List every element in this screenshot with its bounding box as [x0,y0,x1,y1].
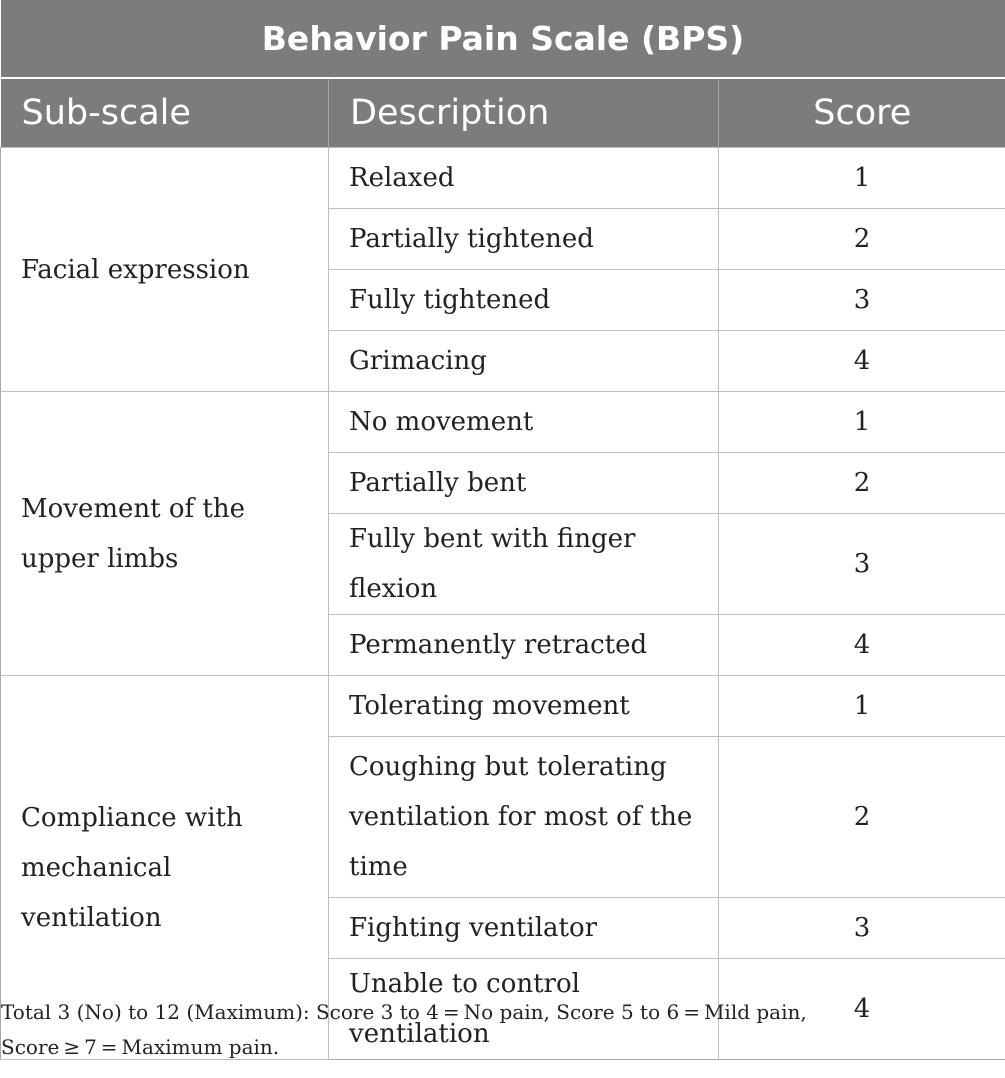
score-cell: 1 [719,676,1005,737]
description-cell: Grimacing [329,331,719,392]
header-score: Score [719,78,1005,148]
score-cell: 2 [719,737,1005,898]
title-row [1,0,1005,78]
footnote-line-2: Score ≥ 7 = Maximum pain. [1,1035,280,1059]
table-row [1,148,1005,209]
score-cell: 3 [719,898,1005,959]
subscale-cell: Movement of the upper limbs [1,392,329,676]
footnote-line-1: Total 3 (No) to 12 (Maximum): Score 3 to 4 = No pain, Score 5 to 6 = Mild pain, [1,1000,807,1024]
subscale-cell: Compliance with mechanical ventilation [1,676,329,1060]
description-cell: Coughing but tolerating ventilation for most of the time [329,737,719,898]
table-footnote [1,995,1001,1065]
header-subscale: Sub-scale [1,78,329,148]
subscale-cell: Facial expression [1,148,329,392]
description-cell: Partially bent [329,453,719,514]
description-cell: Tolerating movement [329,676,719,737]
description-cell: Fully tightened [329,270,719,331]
score-cell: 1 [719,392,1005,453]
description-cell: Unable to control ventilation [329,959,719,1060]
description-cell: Fully bent with finger flexion [329,514,719,615]
header-row [1,78,1005,148]
table-title: Behavior Pain Scale (BPS) [1,0,1005,78]
score-cell: 3 [719,270,1005,331]
score-cell: 4 [719,331,1005,392]
description-cell: Partially tightened [329,209,719,270]
header-description: Description [329,78,719,148]
table-row [1,392,1005,453]
description-cell: Relaxed [329,148,719,209]
score-cell: 4 [719,959,1005,1060]
score-cell: 1 [719,148,1005,209]
table-row [1,676,1005,737]
description-cell: Fighting ventilator [329,898,719,959]
score-cell: 2 [719,453,1005,514]
description-cell: Permanently retracted [329,615,719,676]
score-cell: 4 [719,615,1005,676]
description-cell: No movement [329,392,719,453]
score-cell: 3 [719,514,1005,615]
score-cell: 2 [719,209,1005,270]
